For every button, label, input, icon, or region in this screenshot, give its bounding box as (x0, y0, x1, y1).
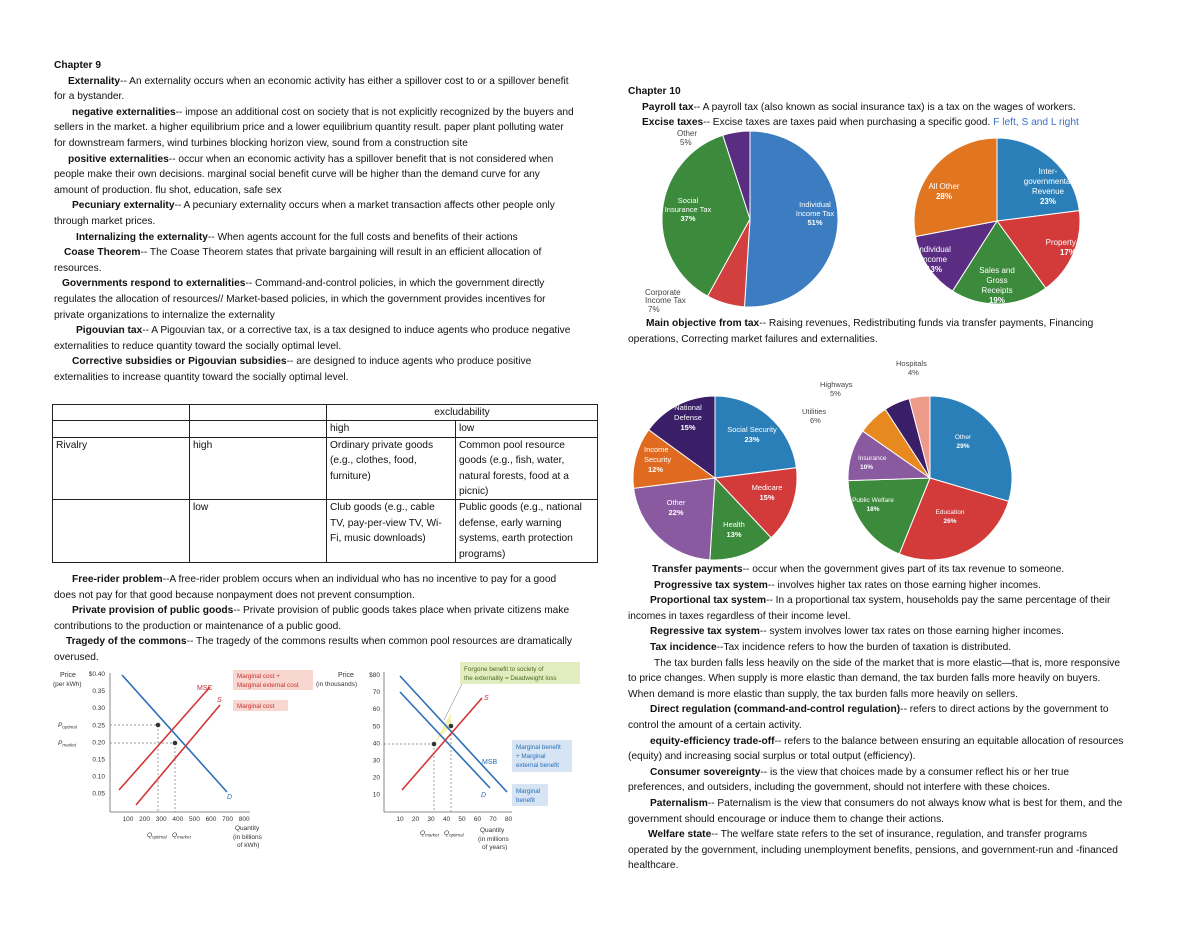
definition-item (628, 562, 1128, 578)
state-local-revenue-pie (878, 137, 1118, 309)
svg-text:Qoptimal: $Q_{optimal}$ (444, 830, 464, 838)
g2-ytick: 30 (372, 757, 380, 765)
definition-text: -- impose an additional cost on society that is not explicitly recognized by the buyers and sellers in the market. a higher equilibrium price and a lower equilibrium quantity result. paper plant polluting water for downstream farmers, wind turbines blocking horizon view, sound from a construction site (54, 106, 574, 149)
svg-text:Income: Income (644, 445, 669, 454)
chapter-10-heading: Chapter 10 (628, 86, 681, 97)
svg-text:Sales and: Sales and (979, 266, 1015, 275)
svg-text:Qoptimal: $Q_{optimal}$ (147, 832, 167, 840)
club-goods-cell: Club goods (e.g., cable TV, pay-per-view TV, Wi-Fi, music downloads) (327, 500, 456, 563)
svg-text:Qmarket: $Q_{market}$ (420, 830, 439, 838)
g1-xtick: 600 (205, 816, 217, 823)
definition-item (54, 74, 576, 105)
definition-text: -- refers to direct actions by the government to control the amount of a certain activity. (628, 704, 1109, 731)
svg-text:Individual: Individual (799, 200, 831, 209)
g1-xtick: 400 (172, 816, 184, 823)
definition-text: -- involves higher tax rates on those earning higher incomes. (767, 579, 1041, 591)
svg-text:Other: Other (954, 434, 972, 441)
svg-text:Income Tax: Income Tax (645, 296, 686, 305)
definition-item (54, 572, 576, 603)
g2-xtick: 10 (396, 816, 404, 823)
definition-term: Tax incidence (650, 641, 717, 653)
svg-text:of kWh): of kWh) (237, 842, 260, 849)
definition-term: Direct regulation (command-and-control regulation) (650, 704, 901, 716)
definition-item (628, 656, 1128, 703)
public-goods-cell: Public goods (e.g., national defense, early warning systems, earth protection programs) (456, 500, 598, 563)
definition-item (628, 765, 1128, 796)
svg-text:Utilities: Utilities (802, 407, 827, 416)
definition-term: Transfer payments (652, 564, 743, 575)
definition-text: -- A Pigouvian tax, or a corrective tax, is a tax designed to induce agents who produce negative externalities to reduce quantity toward the socially optimal level. (54, 325, 571, 352)
chapter-9-definitions (54, 74, 576, 386)
svg-text:Marginal benefit: Marginal benefit (516, 744, 561, 751)
definition-term: Free-rider problem (72, 574, 163, 585)
g2-xtick: 60 (473, 816, 482, 823)
svg-text:Medicare: Medicare (751, 483, 783, 492)
definition-term: Pigouvian tax (76, 325, 143, 337)
g1-demand-curve (122, 675, 227, 792)
excise-note: F left, S and L right (993, 117, 1079, 129)
svg-text:Social: Social (677, 196, 699, 205)
definition-item (54, 230, 576, 246)
svg-text:Corporate: Corporate (645, 288, 681, 297)
g1-ytick: 0.20 (92, 739, 105, 747)
svg-text:Defense: Defense (674, 413, 702, 422)
g2-xtick: 40 (442, 816, 451, 823)
svg-text:5%: 5% (680, 138, 692, 147)
svg-text:Gross: Gross (986, 276, 1008, 285)
definition-item (628, 624, 1128, 640)
svg-text:22%: 22% (668, 508, 684, 517)
svg-text:Social Security: Social Security (727, 425, 777, 434)
right-top (628, 84, 1128, 131)
svg-text:10%: 10% (860, 464, 874, 471)
definition-item (628, 827, 1128, 874)
federal-revenue-pie (640, 125, 880, 315)
definition-item (628, 734, 1128, 765)
svg-text:15%: 15% (680, 423, 696, 432)
svg-text:12%: 12% (648, 465, 664, 474)
svg-text:MSB: MSB (482, 759, 498, 766)
definition-term: Pecuniary externality (72, 200, 175, 212)
g1-supply-curve (136, 705, 220, 805)
definition-text: -- refers to the balance between ensuring an equitable allocation of resources (equity) and increasing social surplus or total output (efficiency). (628, 735, 1124, 763)
svg-text:Quantity: Quantity (480, 827, 505, 834)
rivalry-high: high (190, 437, 327, 500)
svg-text:51%: 51% (807, 218, 823, 227)
definition-item (54, 105, 576, 152)
svg-text:Forgone benefit to society of: Forgone benefit to society of (464, 666, 544, 673)
common-pool-cell: Common pool resource goods (e.g., fish, water, natural forests, food at a picnic) (456, 437, 598, 500)
definition-term: equity-efficiency trade-off (650, 735, 775, 747)
g2-xtick: 50 (458, 816, 466, 823)
chapter-10-definitions (628, 562, 1128, 874)
svg-text:D: D (481, 792, 487, 799)
svg-text:28%: 28% (935, 192, 953, 201)
payroll-tax-definition: Payroll tax-- A payroll tax (also known as social insurance tax) is a tax on the wages of workers. (642, 101, 1076, 113)
definition-text: --A free-rider problem occurs when an individual who has no incentive to pay for a good does not pay for that good because nonpayment does not prevent consumption. (54, 574, 557, 601)
g1-xtick: 700 (222, 816, 234, 823)
definition-text: -- The welfare state refers to the set of insurance, regulation, and transfer programs operated by the government, including unemployment benefits, pensions, and government-run and -financed healthcare. (628, 829, 1118, 872)
g1-legend-1a: Marginal cost + (237, 673, 280, 680)
g1-ytick: 0.25 (92, 722, 105, 730)
g1-xtick: 500 (188, 816, 200, 823)
svg-text:Individual: Individual (917, 245, 951, 254)
pie-slice-other (634, 478, 715, 560)
definition-term: Coase Theorem (64, 247, 141, 259)
left-column (54, 58, 576, 385)
federal-spending-pie (624, 392, 826, 564)
svg-text:Poptimal: $P_{optimal}$ (58, 722, 77, 730)
g1-s-label: S (217, 697, 222, 704)
svg-text:Receipts: Receipts (981, 286, 1013, 295)
svg-text:+ Marginal: + Marginal (516, 753, 546, 760)
private-goods-cell: Ordinary private goods (e.g., clothes, food, furniture) (327, 437, 456, 500)
definition-text: -- Paternalism is the view that consumers do not always know what is best for them, and the government should encourage or induce them to change their actions. (628, 797, 1123, 825)
svg-text:23%: 23% (1039, 197, 1057, 206)
g1-d-label: D (227, 794, 233, 801)
svg-text:37%: 37% (680, 214, 696, 223)
g1-ytick: 0.35 (92, 688, 105, 696)
g2-ytick: 20 (372, 774, 380, 782)
g2-ytick: 50 (372, 723, 380, 731)
definition-text: -- The Coase Theorem states that private bargaining will result in an efficient allocation of resources. (54, 247, 542, 274)
g1-legend-2: Marginal cost (237, 703, 275, 710)
definition-item (54, 323, 576, 354)
excludability-low: low (456, 421, 598, 437)
definition-text: -- A pecuniary externality occurs when a market transaction affects other people only through market prices. (54, 200, 555, 227)
definition-text: -- When agents account for the full costs and benefits of their actions (207, 231, 518, 243)
definition-term: Consumer sovereignty (650, 766, 761, 778)
definition-term: Private provision of public goods (72, 605, 234, 617)
g1-legend-1b: Marginal external cost (237, 682, 299, 689)
definition-text: -- system involves lower tax rates on those earning higher incomes. (759, 626, 1064, 638)
definition-item (628, 702, 1128, 733)
svg-text:29%: 29% (956, 443, 970, 450)
excludability-header: excludability (327, 405, 598, 421)
definition-item (54, 603, 576, 634)
rivalry-header: Rivalry (53, 437, 190, 500)
public-goods-definitions (54, 572, 576, 666)
svg-text:Education: Education (935, 509, 965, 516)
svg-text:external benefit: external benefit (516, 762, 560, 769)
svg-text:17%: 17% (1059, 248, 1077, 257)
g1-yunit: (per kWh) (53, 681, 82, 688)
svg-text:Highways: Highways (820, 380, 853, 389)
svg-text:Income Tax: Income Tax (795, 209, 835, 218)
g1-xtick: 300 (155, 816, 167, 823)
definition-term: Governments respond to externalities (62, 278, 246, 290)
definition-text: The tax burden falls less heavily on the side of the market that is more elastic—that is, more responsive to price changes. When supply is more elastic than demand, the tax burden falls more heavily on buyers. When demand is more elastic than supply, the tax burden falls more heavily on sellers. (628, 657, 1121, 700)
definition-item (628, 640, 1128, 656)
svg-text:13%: 13% (726, 530, 742, 539)
definition-term: Proportional tax system (650, 595, 767, 607)
positive-externality-graph (312, 660, 584, 852)
main-objective-text: Main objective from tax-- Raising revenues, Redistributing funds via transfer payments, Financing operations, Correcting market failures and externalities. (628, 318, 1094, 345)
g2-xtick: 30 (427, 816, 435, 823)
definition-text: -- In a proportional tax system, households pay the same percentage of their incomes in taxes regardless of their income level. (628, 595, 1111, 622)
g1-xtick: 200 (139, 816, 151, 823)
svg-text:the externality = Deadweight l: the externality = Deadweight loss (464, 675, 557, 682)
definition-text: -- are designed to induce agents who produce positive externalities to increase quantity toward the socially optimal level. (54, 356, 532, 383)
definition-text: -- Command-and-control policies, in which the government directly regulates the allocation of resources// Market-based policies, in which the government provides incentives for private organizations to internalize the externality (54, 278, 546, 321)
definition-term: Externality (68, 75, 121, 87)
svg-text:23%: 23% (744, 435, 760, 444)
g2-xtick: 80 (504, 816, 513, 823)
svg-text:Other: Other (677, 129, 698, 138)
svg-text:Price: Price (338, 672, 354, 679)
definition-term: Welfare state (648, 829, 712, 841)
svg-text:Qmarket: $Q_{market}$ (172, 832, 191, 840)
definition-term: Internalizing the externality (76, 231, 208, 243)
svg-text:Security: Security (644, 455, 672, 464)
g1-msc-curve (119, 687, 210, 790)
svg-text:Health: Health (723, 520, 745, 529)
definition-item (628, 578, 1128, 594)
svg-text:15%: 15% (759, 493, 775, 502)
g2-ytick: 10 (372, 791, 380, 799)
definition-item (628, 593, 1128, 624)
negative-externality-graph (52, 665, 314, 850)
chapter-9-heading: Chapter 9 (54, 60, 101, 71)
svg-text:Hospitals: Hospitals (896, 359, 927, 368)
definition-term: Tragedy of the commons (66, 636, 187, 648)
g1-ytick: 0.30 (92, 705, 105, 713)
svg-text:of years): of years) (482, 844, 508, 851)
svg-text:6%: 6% (810, 416, 821, 425)
svg-text:governmental: governmental (1023, 177, 1073, 186)
state-local-spending-pie (798, 354, 1024, 564)
definition-item (54, 245, 576, 276)
g2-ytick: 60 (372, 706, 380, 714)
g1-xtick: 800 (238, 816, 250, 823)
svg-text:National: National (674, 403, 702, 412)
definition-item (54, 276, 576, 323)
svg-text:(in billions: (in billions (233, 834, 262, 841)
definition-text: -- Private provision of public goods takes place when private citizens make contributions to the production or maintenance of a public good. (54, 605, 570, 632)
g2-xtick: 70 (489, 816, 497, 823)
definition-term: Corrective subsidies or Pigouvian subsidies (72, 356, 287, 368)
svg-text:5%: 5% (830, 389, 841, 398)
svg-text:18%: 18% (866, 506, 880, 513)
definition-text: -- occur when an economic activity has a spillover benefit that is not considered when people make their own decisions. marginal social benefit curve will be higher than the demand curve for any amount of production. flu shot, education, safe sex (54, 153, 554, 196)
g1-ytick: 0.05 (92, 790, 105, 798)
definition-term: Regressive tax system (650, 626, 760, 638)
svg-text:26%: 26% (943, 518, 957, 525)
svg-text:Other: Other (666, 498, 686, 507)
svg-text:Quantity: Quantity (235, 825, 260, 832)
g1-ytick: $0.40 (88, 671, 105, 678)
svg-text:4%: 4% (908, 368, 919, 377)
definition-item (54, 354, 576, 385)
svg-text:Revenue: Revenue (1031, 187, 1065, 196)
svg-text:Inter-: Inter- (1038, 167, 1058, 176)
g2-ytick: $80 (369, 672, 380, 679)
definition-term: Progressive tax system (654, 579, 768, 591)
svg-text:benefit: benefit (516, 797, 535, 804)
svg-text:Insurance Tax: Insurance Tax (664, 205, 712, 214)
pie-slice-individual-income-tax (744, 131, 838, 307)
definition-text: -- An externality occurs when an economic activity has either a spillover cost to or a spillover benefit for a bystander. (54, 75, 569, 103)
excludability-high: high (327, 421, 456, 437)
definition-term: Paternalism (650, 797, 708, 809)
g2-xtick: 20 (411, 816, 420, 823)
right-bottom (628, 562, 1128, 874)
g1-ytick: 0.10 (92, 773, 105, 781)
svg-text:19%: 19% (988, 296, 1006, 305)
svg-text:13%: 13% (925, 265, 943, 274)
g1-xtick: 100 (122, 816, 134, 823)
svg-text:Marginal: Marginal (516, 788, 541, 795)
svg-text:S: S (484, 695, 489, 702)
definition-item (54, 198, 576, 229)
g2-ytick: 70 (372, 689, 380, 697)
svg-text:7%: 7% (648, 305, 660, 314)
left-column-lower (54, 572, 576, 666)
definition-item (54, 152, 576, 199)
g1-ylabel: Price (60, 672, 76, 679)
g1-msc-label: MSC (197, 685, 213, 692)
svg-text:Property Tax: Property Tax (1045, 238, 1091, 247)
definition-text: --Tax incidence refers to how the burden of taxation is distributed. (716, 641, 1012, 653)
definition-item (628, 796, 1128, 827)
svg-text:All Other: All Other (928, 182, 960, 191)
svg-text:Public Welfare: Public Welfare (852, 497, 894, 504)
definition-text: -- The tragedy of the commons results when common pool resources are dramatically overused. (54, 636, 572, 663)
g2-ytick: 40 (372, 740, 380, 748)
excise-tax-definition: Excise taxes-- Excise taxes are taxes paid when purchasing a specific good. F left, S and L right (642, 117, 1079, 129)
definition-term: negative externalities (72, 106, 176, 118)
definition-term: positive externalities (68, 153, 169, 165)
svg-text:Insurance: Insurance (858, 455, 887, 462)
svg-text:Pmarket: $P_{market}$ (58, 740, 77, 748)
rivalry-low: low (190, 500, 327, 563)
svg-text:Income: Income (920, 255, 948, 264)
svg-text:(in millions: (in millions (478, 836, 509, 843)
goods-table (52, 404, 598, 563)
svg-text:(in thousands): (in thousands) (316, 681, 358, 688)
definition-text: -- occur when the government gives part of its tax revenue to someone. (742, 564, 1065, 575)
g1-ytick: 0.15 (92, 756, 105, 764)
definition-text: -- is the view that choices made by a consumer reflect his or her true preferences, and outsiders, including the government, should not interfere with these choices. (628, 766, 1069, 794)
